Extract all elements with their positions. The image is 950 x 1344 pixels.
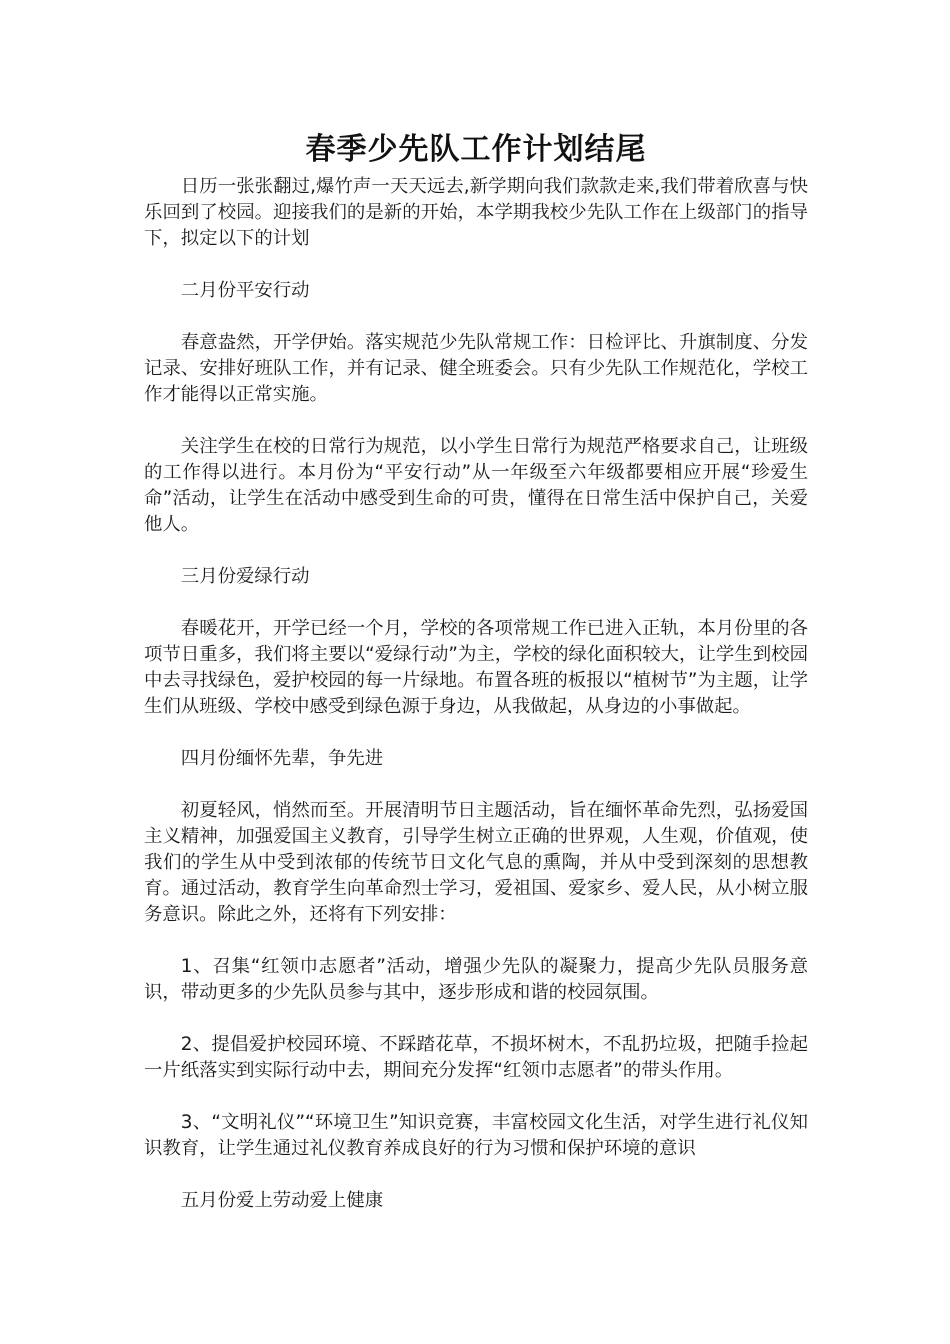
document-title: 春季少先队工作计划结尾: [305, 132, 647, 167]
april-paragraph: 初夏轻风，悄然而至。开展清明节日主题活动，旨在缅怀革命先烈，弘扬爱国主义精神，加强爱国主义教育，引导学生树立正确的世界观，人生观，价值观，使我们的学生从中受到浓郁的传统节日文化气息的熏陶，并从中受到深刻的思想教育。通过活动，教育学生向革命烈士学习，爱祖国、爱家乡、爱人民，从小树立服务意识。除此之外，还将有下列安排：: [144, 800, 808, 925]
section-heading-april: 四月份缅怀先辈，争先进: [180, 748, 384, 769]
section-heading-march: 三月份爱绿行动: [180, 566, 310, 587]
section-heading-may: 五月份爱上劳动爱上健康: [180, 1190, 384, 1211]
march-paragraph: 春暖花开，开学已经一个月，学校的各项常规工作已进入正轨，本月份里的各项节日重多，我们将主要以“爱绿行动”为主，学校的绿化面积较大，让学生到校园中去寻找绿色，爱护校园的每一片绿地。布置各班的板报以“植树节”为主题，让学生们从班级、学校中感受到绿色源于身边，从我做起，从身边的小事做起。: [144, 618, 808, 717]
april-item-2: 2、提倡爱护校园环境、不踩踏花草，不损坏树木，不乱扔垃圾，把随手捡起一片纸落实到实际行动中去，期间充分发挥“红领巾志愿者”的带头作用。: [144, 1034, 808, 1081]
section-heading-february: 二月份平安行动: [180, 280, 310, 301]
intro-paragraph: 日历一张张翻过,爆竹声一天天远去,新学期向我们款款走来,我们带着欣喜与快乐回到了校园。迎接我们的是新的开始，本学期我校少先队工作在上级部门的指导下，拟定以下的计划: [144, 176, 808, 249]
april-item-1: 1、召集“红领巾志愿者”活动，增强少先队的凝聚力，提高少先队员服务意识，带动更多的少先队员参与其中，逐步形成和谐的校园氛围。: [144, 956, 808, 1003]
february-paragraph-1: 春意盎然，开学伊始。落实规范少先队常规工作：日检评比、升旗制度、分发记录、安排好班队工作，并有记录、健全班委会。只有少先队工作规范化，学校工作才能得以正常实施。: [144, 332, 808, 405]
april-item-3: 3、“文明礼仪”“环境卫生”知识竞赛，丰富校园文化生活，对学生进行礼仪知识教育，让学生通过礼仪教育养成良好的行为习惯和保护环境的意识: [144, 1112, 808, 1159]
february-paragraph-2: 关注学生在校的日常行为规范，以小学生日常行为规范严格要求自己，让班级的工作得以进行。本月份为“平安行动”从一年级至六年级都要相应开展“珍爱生命”活动，让学生在活动中感受到生命的可贵，懂得在日常生活中保护自己，关爱他人。: [144, 436, 808, 535]
document-page: [144, 128, 808, 1214]
